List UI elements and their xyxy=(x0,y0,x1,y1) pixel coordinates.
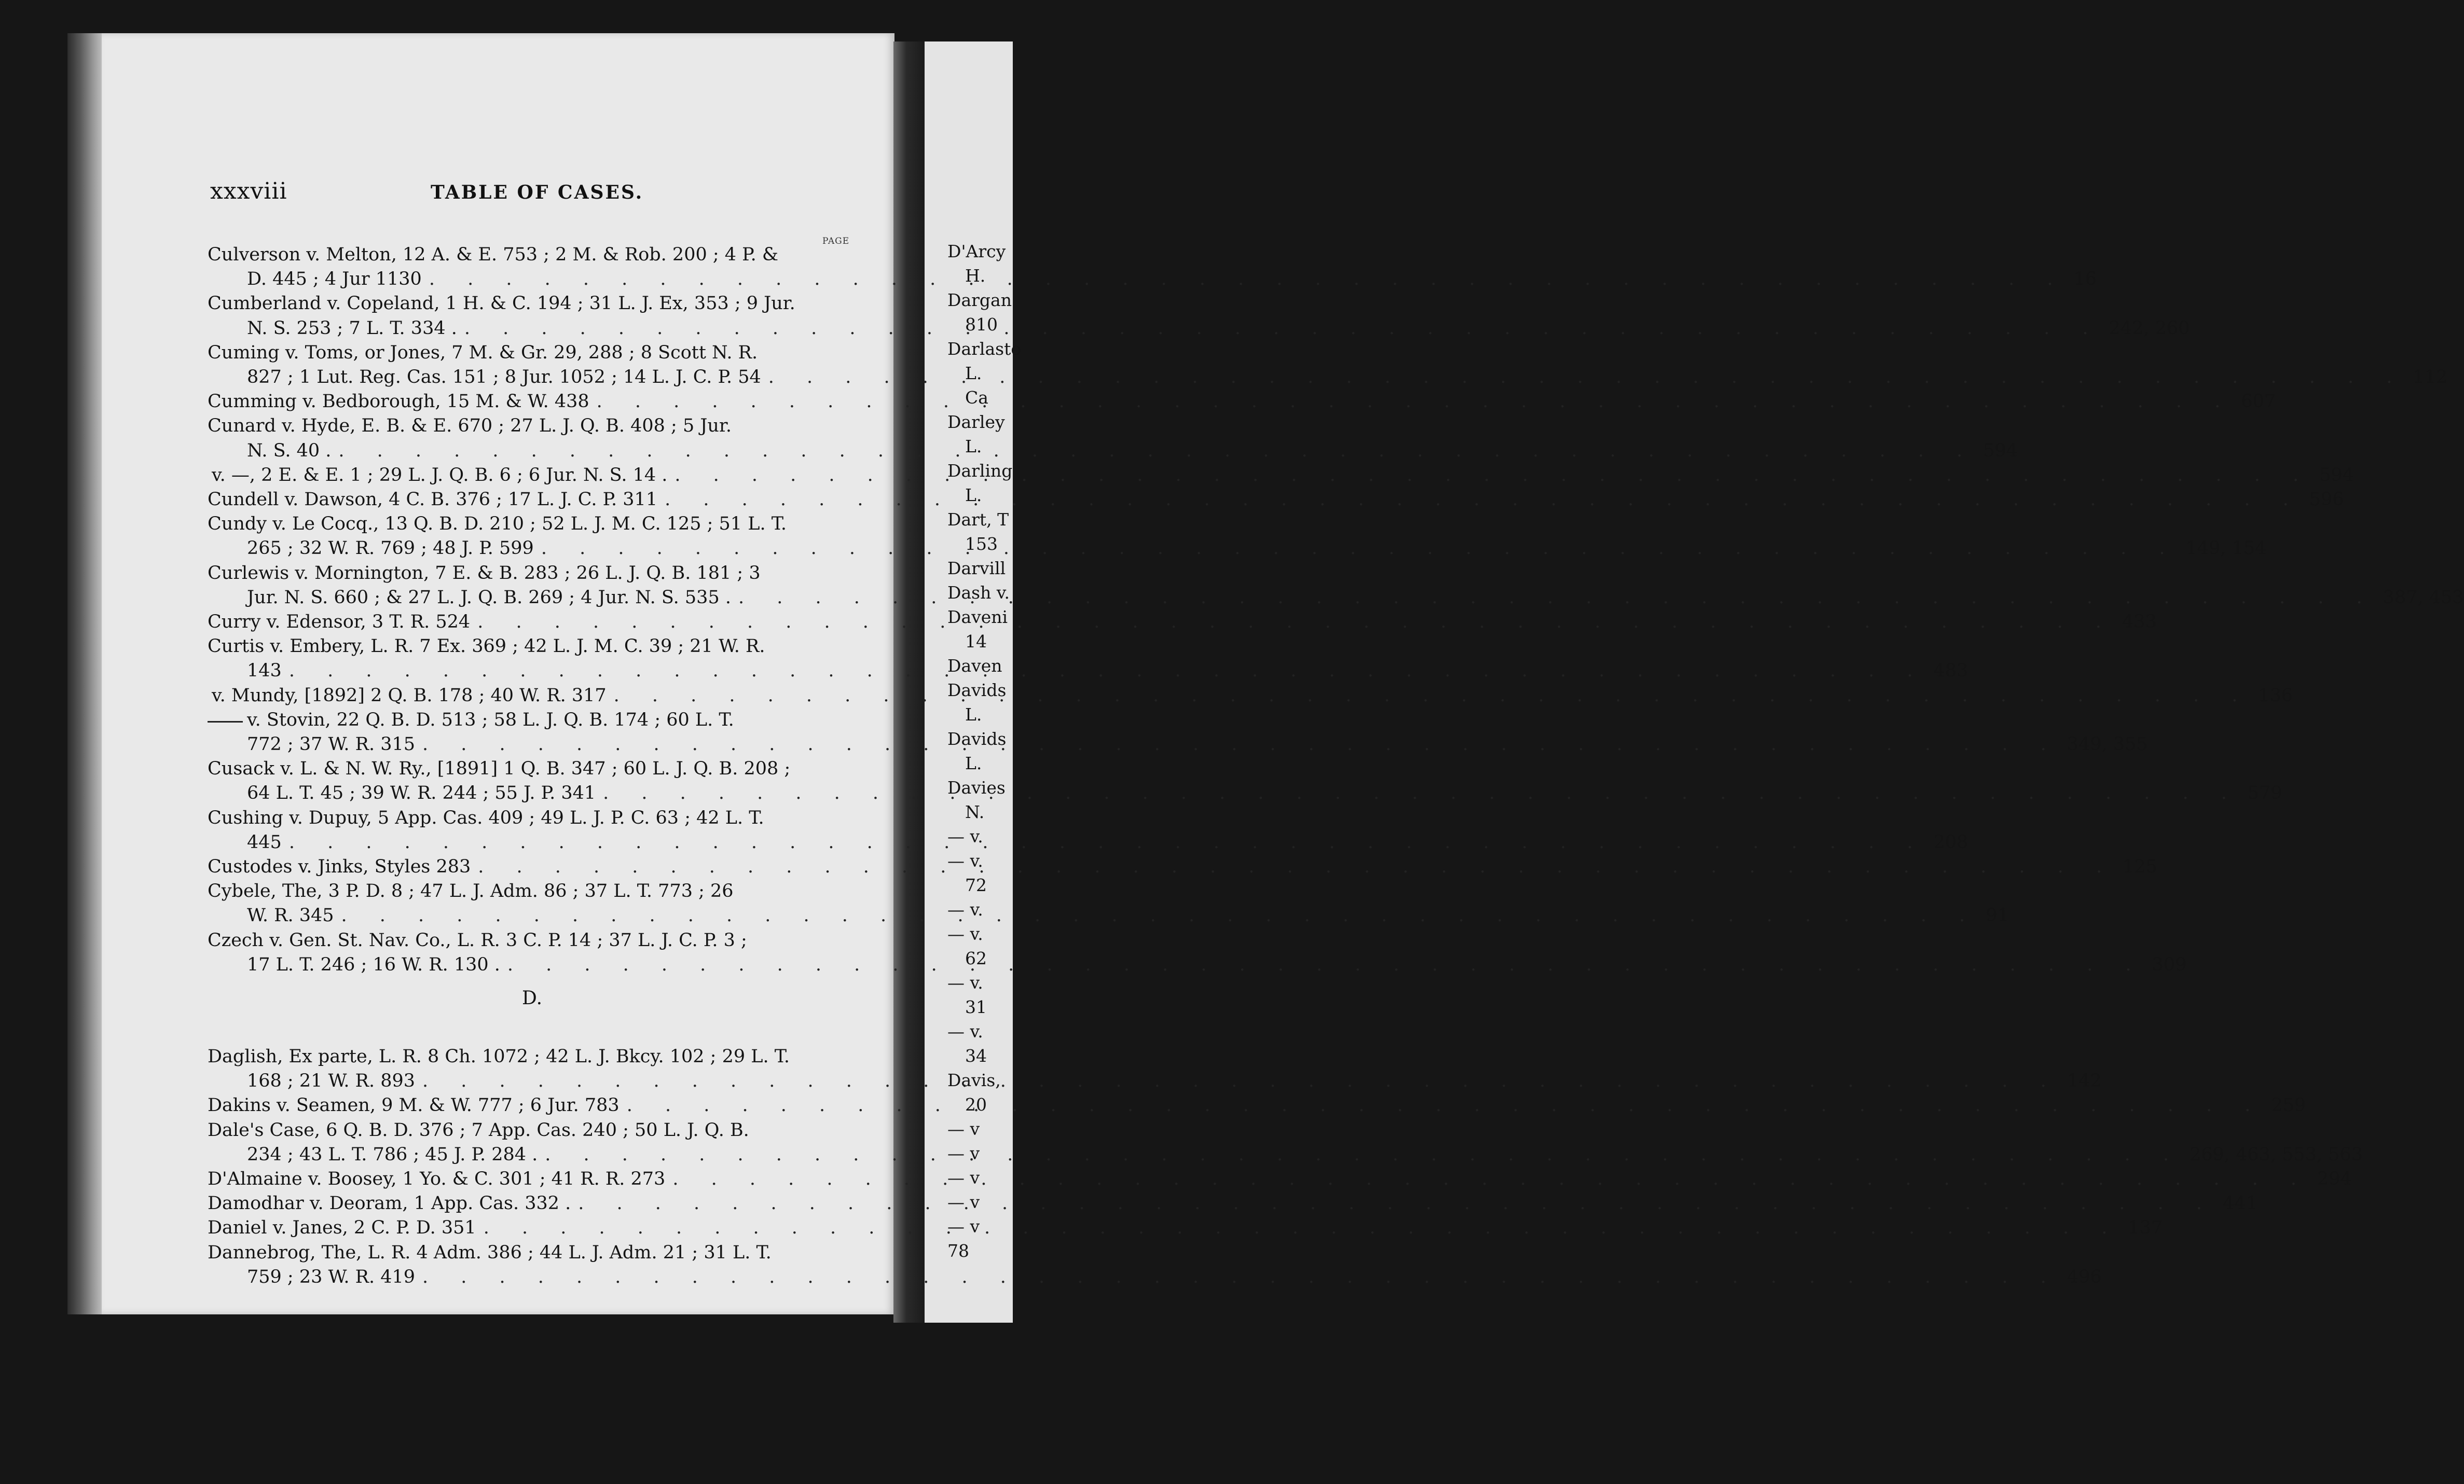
case-entry-line xyxy=(247,830,1969,855)
facing-page-fragment: L. xyxy=(965,485,982,505)
facing-page-fragment: — v xyxy=(947,1192,980,1212)
case-citation: v. —, 2 E. & E. 1 ; 29 L. J. Q. B. 6 ; 6 Jur. N. S. 14 . xyxy=(212,464,668,486)
case-citation: Cundell v. Dawson, 4 C. B. 376 ; 17 L. J. C. P. 311 xyxy=(208,489,658,510)
case-citation: Dakins v. Seamen, 9 M. & W. 777 ; 6 Jur. 783 xyxy=(208,1095,620,1116)
facing-page-fragment: — v xyxy=(947,1119,980,1139)
page-reference: 16 xyxy=(2073,269,2097,290)
case-citation: Czech v. Gen. St. Nav. Co., L. R. 3 C. P. 14 ; 37 L. J. C. P. 3 ; xyxy=(208,930,747,951)
case-entry-line xyxy=(247,439,2018,463)
case-entry-line xyxy=(208,634,856,659)
facing-page-fragment: L. xyxy=(965,753,982,773)
dot-leader xyxy=(672,1167,2310,1191)
dot-leader xyxy=(768,365,2406,390)
page-reference: 579 xyxy=(2247,783,2282,804)
facing-page-fragment: L. xyxy=(965,704,982,725)
case-entry-line xyxy=(208,1191,2257,1216)
case-entry-line xyxy=(208,855,2157,879)
case-citation: N. S. 40 . xyxy=(247,440,332,461)
facing-page-fragment: Dargan xyxy=(947,290,1012,310)
page-reference: 594 xyxy=(1983,440,2018,461)
case-entry-line xyxy=(247,1265,2102,1289)
dot-leader xyxy=(289,826,1926,855)
section-heading-d: D. xyxy=(522,988,543,1009)
page-reference: 349, 355 xyxy=(2067,734,2148,755)
dot-leader xyxy=(477,607,2115,634)
ditto-dash xyxy=(208,721,243,723)
case-entry-line xyxy=(208,488,2344,512)
facing-page-fragment: — v. xyxy=(947,899,983,920)
facing-page-fragment: L. xyxy=(965,363,982,383)
case-citation: Curtis v. Embery, L. R. 7 Ex. 369 ; 42 L. J. M. C. 39 ; 21 W. R. xyxy=(208,636,765,657)
case-entry-line xyxy=(208,512,856,536)
dot-leader xyxy=(627,1093,2264,1118)
page-reference: 496 xyxy=(2067,1266,2102,1287)
dot-leader xyxy=(541,536,2179,561)
case-citation: 827 ; 1 Lut. Reg. Cas. 151 ; 8 Jur. 1052 ; 14 L. J. C. P. 54 xyxy=(247,367,761,387)
page-title: TABLE OF CASES. xyxy=(431,182,644,203)
facing-page-fragment: 153 xyxy=(965,534,998,554)
facing-page-fragment: 72 xyxy=(965,875,987,895)
case-entry-line xyxy=(208,1045,856,1069)
dot-leader xyxy=(464,316,2102,341)
page-reference: 136 xyxy=(2258,685,2293,706)
case-entry-line xyxy=(208,1167,2352,1191)
case-citation: 445 xyxy=(247,831,282,853)
case-entry-line xyxy=(208,928,856,953)
facing-page-fragment: 20 xyxy=(965,1094,987,1115)
case-citation: Culverson v. Melton, 12 A. & E. 753 ; 2 M. & Rob. 200 ; 4 P. & xyxy=(208,244,779,265)
dot-leader xyxy=(478,855,2115,879)
dot-leader xyxy=(578,1191,2215,1216)
facing-page-fragment: N. xyxy=(965,802,985,822)
facing-page-fragment: — v xyxy=(947,1143,980,1163)
case-entry-line xyxy=(247,267,2097,292)
facing-page-fragment: Daven xyxy=(947,656,1002,676)
case-citation: 168 ; 21 W. R. 893 xyxy=(247,1071,416,1092)
case-entry-line xyxy=(208,414,856,438)
dot-leader xyxy=(674,463,2312,488)
page-reference: 269, 463, 553, 563 xyxy=(2189,1144,2363,1165)
case-entry-line xyxy=(247,1143,2363,1167)
case-citation: Cumming v. Bedborough, 15 M. & W. 438 xyxy=(208,391,589,412)
case-citation: v. Mundy, [1892] 2 Q. B. 178 ; 40 W. R. 317 xyxy=(212,685,607,706)
facing-page-fragment: Darlasto xyxy=(947,339,1022,359)
page-reference: 433 xyxy=(2122,612,2157,632)
facing-page-fragment: L. xyxy=(965,436,982,456)
facing-page-fragment: Daveni xyxy=(947,607,1008,627)
dot-leader xyxy=(507,953,2145,977)
page-reference: 483 xyxy=(1933,660,1969,682)
facing-page-fragment: — v. xyxy=(947,924,983,944)
case-citation: 234 ; 43 L. T. 786 ; 45 J. P. 284 . xyxy=(247,1144,538,1165)
page-reference: 208 xyxy=(1933,831,1969,853)
facing-page-fragment: Darvill xyxy=(947,558,1006,578)
facing-page-fragment: — v. xyxy=(947,973,983,993)
case-entry-line xyxy=(208,561,856,586)
page-reference: 242, 260 xyxy=(2109,317,2190,339)
case-citation: 265 ; 32 W. R. 769 ; 48 J. P. 599 xyxy=(247,538,534,559)
facing-page-fragment: — v xyxy=(947,1168,980,1188)
case-entry-line xyxy=(208,806,856,830)
case-citation: Daniel v. Janes, 2 C. P. D. 351 xyxy=(208,1217,476,1239)
case-citation: Cunard v. Hyde, E. B. & E. 670 ; 27 L. J. Q. B. 408 ; 5 Jur. xyxy=(208,415,732,437)
case-citation: Dale's Case, 6 Q. B. D. 376 ; 7 App. Cas. 240 ; 50 L. J. Q. B. xyxy=(208,1119,749,1141)
case-citation: 64 L. T. 45 ; 39 W. R. 244 ; 55 J. P. 341 xyxy=(247,783,596,804)
facing-page-fragment: 62 xyxy=(965,948,987,968)
case-citation: 17 L. T. 246 ; 16 W. R. 130 . xyxy=(247,954,500,975)
case-citation: Curry v. Edensor, 3 T. R. 524 xyxy=(208,612,471,632)
page-reference: 125 xyxy=(2122,856,2157,877)
facing-page-fragment: H. xyxy=(965,266,986,286)
case-entry-line xyxy=(208,292,856,316)
facing-page-fragment: Davis, xyxy=(947,1070,1001,1090)
case-citation: D'Almaine v. Boosey, 1 Yo. & C. 301 ; 41 R. R. 273 xyxy=(208,1169,666,1189)
case-entry-line xyxy=(247,904,2009,928)
case-entry-line xyxy=(247,365,2448,390)
facing-page-fragment: 31 xyxy=(965,997,987,1017)
dot-leader xyxy=(484,1216,2121,1240)
dot-leader xyxy=(614,680,2251,708)
facing-page-fragment: Ca xyxy=(965,387,988,408)
facing-page-fragment: Dart, T xyxy=(947,509,1009,530)
case-citation: D. 445 ; 4 Jur 1130 xyxy=(247,269,422,290)
facing-page-fragment: — v. xyxy=(947,826,983,847)
case-citation: Cusack v. L. & N. W. Ry., [1891] 1 Q. B. 347 ; 60 L. J. Q. B. 208 ; xyxy=(208,758,791,780)
case-citation: Cundy v. Le Cocq., 13 Q. B. D. 210 ; 52 L. J. M. C. 125 ; 51 L. T. xyxy=(208,514,787,535)
facing-page-fragment: — v. xyxy=(947,1021,983,1042)
dot-leader xyxy=(422,1069,2060,1093)
facing-page-fragment: Davids xyxy=(947,729,1007,749)
dot-leader xyxy=(338,436,1976,463)
case-entry-line xyxy=(208,757,856,781)
dot-leader xyxy=(597,387,2234,414)
facing-page-fragment: Davies xyxy=(947,778,1006,798)
page-number: xxxviii xyxy=(210,178,287,204)
dot-leader xyxy=(545,1143,2182,1167)
facing-page-fragment: 78 xyxy=(947,1241,969,1261)
case-entry-line xyxy=(208,1241,856,1265)
case-citation: Cybele, The, 3 P. D. 8 ; 47 L. J. Adm. 86 ; 37 L. T. 773 ; 26 xyxy=(208,881,734,902)
page-column-label: PAGE xyxy=(822,236,850,246)
facing-page-fragment: 34 xyxy=(965,1046,987,1066)
page-reference: 594 xyxy=(2319,464,2354,486)
facing-page-fragment: Darling xyxy=(947,461,1013,481)
case-entry-line xyxy=(208,1118,856,1143)
dot-leader xyxy=(738,582,2376,610)
facing-page-fragment: — v xyxy=(947,1216,980,1237)
facing-page-fragment: 810 xyxy=(965,314,998,335)
facing-page-fragment: Davids xyxy=(947,680,1007,700)
case-citation: Cushing v. Dupuy, 5 App. Cas. 409 ; 49 L. J. P. C. 63 ; 42 L. T. xyxy=(208,807,764,828)
dot-leader xyxy=(665,485,2302,512)
case-citation: 772 ; 37 W. R. 315 xyxy=(247,734,416,755)
dot-leader xyxy=(603,778,2240,806)
case-citation: Cuming v. Toms, or Jones, 7 M. & Gr. 29, 288 ; 8 Scott N. R. xyxy=(208,342,758,363)
case-entry-line xyxy=(208,708,856,732)
case-citation: N. S. 253 ; 7 L. T. 334 . xyxy=(247,317,457,339)
facing-page-fragment: — v. xyxy=(947,851,983,871)
dot-leader xyxy=(289,656,1926,683)
case-citation: 143 xyxy=(247,660,282,682)
book-binding-edge xyxy=(67,33,105,1314)
page-reference: 137 xyxy=(2128,1217,2163,1239)
case-citation: Dannebrog, The, L. R. 4 Adm. 386 ; 44 L. J. Adm. 21 ; 31 L. T. xyxy=(208,1242,772,1263)
case-entry-line xyxy=(208,1216,2163,1240)
page-reference: 309 xyxy=(2152,954,2187,975)
dot-leader xyxy=(422,1265,2060,1289)
page-reference: 112 xyxy=(2413,367,2448,387)
page-reference: 149, 154 xyxy=(2185,538,2267,559)
case-citation: 759 ; 23 W. R. 419 xyxy=(247,1266,416,1287)
dot-leader xyxy=(429,267,2067,292)
facing-page-fragment: D'Arcy xyxy=(947,241,1006,261)
case-citation: Damodhar v. Deoram, 1 App. Cas. 332 . xyxy=(208,1193,571,1214)
case-entry-line xyxy=(208,341,856,365)
facing-page-fragment: Dash v. xyxy=(947,582,1010,603)
page-reference: 91 xyxy=(1986,905,2009,926)
page-reference: 607 xyxy=(2241,391,2276,412)
page-reference: 387, 453 xyxy=(2383,587,2464,608)
dot-leader xyxy=(422,729,2060,757)
page-reference: 596 xyxy=(2309,489,2344,510)
case-citation: Curlewis v. Mornington, 7 E. & B. 283 ; 26 L. J. Q. B. 181 ; 3 xyxy=(208,562,761,584)
case-citation: Cumberland v. Copeland, 1 H. & C. 194 ; 31 L. J. Ex, 353 ; 9 Jur. xyxy=(208,293,795,314)
page-reference: 259 xyxy=(2271,1095,2306,1116)
facing-page-fragment: Darley xyxy=(947,412,1005,432)
case-citation: v. Stovin, 22 Q. B. D. 513 ; 58 L. J. Q. B. 174 ; 60 L. T. xyxy=(247,709,734,730)
dot-leader xyxy=(341,904,1979,928)
case-entry-line xyxy=(208,243,856,267)
case-citation: Custodes v. Jinks, Styles 283 xyxy=(208,856,471,877)
case-citation: Daglish, Ex parte, L. R. 8 Ch. 1072 ; 42 L. J. Bkcy. 102 ; 29 L. T. xyxy=(208,1046,790,1067)
page-reference: 142 xyxy=(2067,1071,2102,1092)
page-reference: 441 xyxy=(2222,1193,2257,1214)
facing-page-fragment: 14 xyxy=(965,631,987,651)
case-citation: Jur. N. S. 660 ; & 27 L. J. Q. B. 269 ; 4 Jur. N. S. 535 . xyxy=(247,587,731,608)
case-citation: W. R. 345 xyxy=(247,905,334,926)
case-entry-line xyxy=(208,879,856,904)
page-reference: 294 xyxy=(2317,1169,2352,1189)
